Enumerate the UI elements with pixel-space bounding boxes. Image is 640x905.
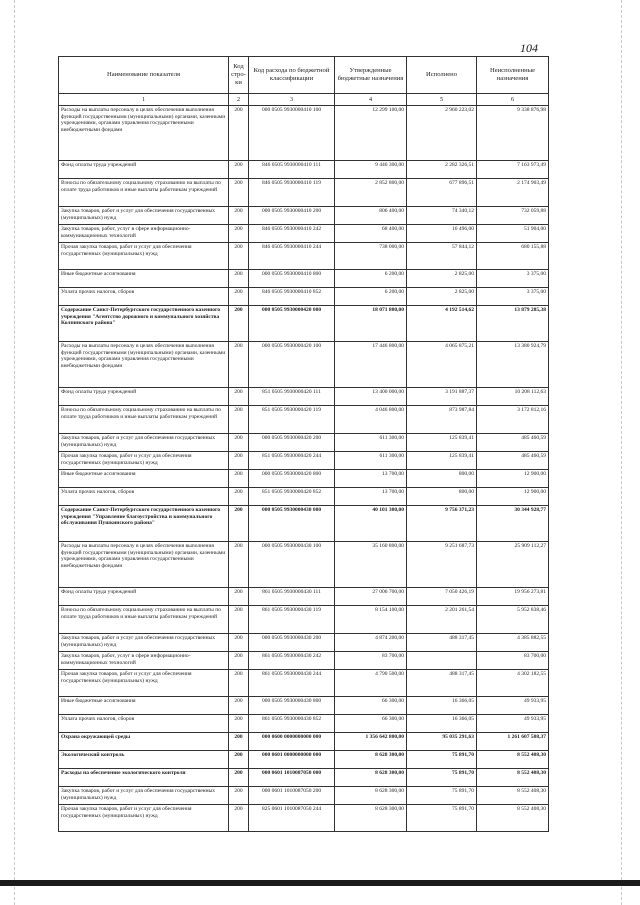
scan-edge-line — [14, 0, 16, 905]
row-executed-amount: 9 756 371,23 — [407, 506, 477, 542]
row-budget-code: 000 0505 9930000420 800 — [249, 470, 335, 488]
row-indicator-name: Уплата прочих налогов, сборов — [59, 715, 229, 733]
row-executed-amount: 2 201 261,54 — [407, 606, 477, 634]
table-row — [59, 697, 549, 715]
bottom-scan-border — [0, 880, 640, 886]
table-row — [59, 652, 549, 670]
row-budget-code: 000 0505 9930000410 800 — [249, 270, 335, 288]
table-row — [59, 542, 549, 588]
row-budget-code: 851 0505 9930000420 852 — [249, 488, 335, 506]
row-unexecuted-amount: 49 933,95 — [477, 715, 549, 733]
row-indicator-name: Расходы на обеспечение экологического контроля — [59, 769, 229, 787]
row-approved-amount: 8 628 300,00 — [335, 751, 407, 769]
row-unexecuted-amount: 5 952 838,46 — [477, 606, 549, 634]
row-line-code: 200 — [229, 452, 249, 470]
row-budget-code: 846 0505 9930000410 852 — [249, 288, 335, 306]
row-indicator-name: Закупка товаров, работ и услуг для обеспечения государственных (муниципальных) нужд — [59, 207, 229, 225]
row-approved-amount: 68 400,00 — [335, 225, 407, 243]
column-number: 4 — [335, 94, 407, 106]
row-unexecuted-amount: 8 552 408,30 — [477, 769, 549, 787]
row-unexecuted-amount: 8 552 408,30 — [477, 805, 549, 832]
row-unexecuted-amount: 19 956 273,81 — [477, 588, 549, 606]
row-approved-amount: 806 400,00 — [335, 207, 407, 225]
row-executed-amount: 2 825,00 — [407, 288, 477, 306]
table-row — [59, 606, 549, 634]
row-line-code: 200 — [229, 207, 249, 225]
row-executed-amount: 74 340,12 — [407, 207, 477, 225]
table-row — [59, 506, 549, 542]
row-budget-code: 000 0601 1010087050 200 — [249, 787, 335, 805]
row-unexecuted-amount: 3 375,00 — [477, 288, 549, 306]
row-indicator-name: Фонд оплаты труда учреждений — [59, 161, 229, 179]
page-number: 104 — [520, 41, 538, 55]
row-approved-amount: 35 160 800,00 — [335, 542, 407, 588]
row-approved-amount: 13 700,00 — [335, 488, 407, 506]
row-approved-amount: 8 628 300,00 — [335, 787, 407, 805]
row-executed-amount: 16 366,05 — [407, 715, 477, 733]
row-unexecuted-amount: 2 174 903,49 — [477, 179, 549, 207]
row-line-code: 200 — [229, 288, 249, 306]
row-approved-amount: 9 446 300,00 — [335, 161, 407, 179]
row-executed-amount: 873 987,84 — [407, 406, 477, 434]
row-executed-amount: 488 317,45 — [407, 670, 477, 697]
row-executed-amount: 16 366,05 — [407, 697, 477, 715]
row-executed-amount: 800,00 — [407, 488, 477, 506]
row-indicator-name: Иные бюджетные ассигнования — [59, 270, 229, 288]
table-row — [59, 207, 549, 225]
column-number: 5 — [407, 94, 477, 106]
row-unexecuted-amount: 49 933,95 — [477, 697, 549, 715]
row-budget-code: 851 0505 9930000420 244 — [249, 452, 335, 470]
row-indicator-name: Расходы на выплаты персоналу в целях обеспечения выполнения функций государственными (муниципальными) органами, казенными учреждениями, органами управления государственными внебюджетными фондами — [59, 542, 229, 588]
row-unexecuted-amount: 13 879 285,38 — [477, 306, 549, 342]
row-approved-amount: 66 300,00 — [335, 715, 407, 733]
table-row — [59, 452, 549, 470]
table-row — [59, 751, 549, 769]
row-indicator-name: Взносы по обязательному социальному страхованию на выплаты по оплате труда работников и иные выплаты работникам учреждений — [59, 606, 229, 634]
table-row — [59, 161, 549, 179]
row-indicator-name: Расходы на выплаты персоналу в целях обеспечения выполнения функций государственными (муниципальными) органами, казенными учреждениями, органами управления государственными внебюджетными фондами — [59, 106, 229, 161]
row-unexecuted-amount: 83 700,00 — [477, 652, 549, 670]
table-body — [59, 106, 549, 832]
row-line-code: 200 — [229, 225, 249, 243]
row-executed-amount: 7 050 426,19 — [407, 588, 477, 606]
row-executed-amount: 2 825,00 — [407, 270, 477, 288]
row-unexecuted-amount: 485 460,59 — [477, 434, 549, 452]
row-indicator-name: Содержание Санкт-Петербургского государственного казенного учреждения "Управление благоустройства и коммунального обслуживания Пушкинского района" — [59, 506, 229, 542]
row-approved-amount: 8 628 300,00 — [335, 805, 407, 832]
row-approved-amount: 13 400 000,00 — [335, 388, 407, 406]
row-executed-amount: 125 839,41 — [407, 452, 477, 470]
scan-edge-line — [621, 0, 623, 905]
header-indicator-name: Наименование показателя — [59, 57, 229, 94]
table-row — [59, 225, 549, 243]
row-unexecuted-amount: 4 302 182,55 — [477, 670, 549, 697]
budget-execution-table — [58, 56, 549, 832]
row-indicator-name: Содержание Санкт-Петербургского государственного казенного учреждения "Агентство дорожного и коммунального хозяйства Колпинского района" — [59, 306, 229, 342]
row-indicator-name: Закупка товаров, работ и услуг для обеспечения государственных (муниципальных) нужд — [59, 787, 229, 805]
row-indicator-name: Прочая закупка товаров, работ и услуг для обеспечения государственных (муниципальных) нужд — [59, 805, 229, 832]
row-line-code: 200 — [229, 434, 249, 452]
row-budget-code: 000 0505 9930000430 800 — [249, 697, 335, 715]
row-unexecuted-amount: 10 208 112,63 — [477, 388, 549, 406]
table-header-row — [59, 57, 549, 94]
row-unexecuted-amount: 3 172 812,16 — [477, 406, 549, 434]
table-row — [59, 588, 549, 606]
row-executed-amount: 57 844,12 — [407, 243, 477, 270]
row-budget-code: 000 0601 0000000000 000 — [249, 751, 335, 769]
header-budget-classification-code: Код расхода по бюджетной классификации — [249, 57, 335, 94]
row-budget-code: 861 0505 9930000430 119 — [249, 606, 335, 634]
row-budget-code: 000 0505 9930000430 000 — [249, 506, 335, 542]
row-line-code: 200 — [229, 506, 249, 542]
row-unexecuted-amount: 1 261 607 508,37 — [477, 733, 549, 751]
row-budget-code: 000 0505 9930000430 100 — [249, 542, 335, 588]
row-line-code: 200 — [229, 388, 249, 406]
row-executed-amount: 2 960 223,02 — [407, 106, 477, 161]
row-budget-code: 851 0505 9930000420 111 — [249, 388, 335, 406]
row-approved-amount: 611 300,00 — [335, 452, 407, 470]
row-budget-code: 861 0505 9930000430 242 — [249, 652, 335, 670]
table-row — [59, 470, 549, 488]
row-executed-amount: 4 192 514,62 — [407, 306, 477, 342]
row-approved-amount: 4 046 800,00 — [335, 406, 407, 434]
row-executed-amount: 3 191 887,37 — [407, 388, 477, 406]
row-unexecuted-amount: 7 163 973,49 — [477, 161, 549, 179]
row-budget-code: 846 0505 9930000410 119 — [249, 179, 335, 207]
row-approved-amount: 4 790 500,00 — [335, 670, 407, 697]
table-row — [59, 388, 549, 406]
row-line-code: 200 — [229, 751, 249, 769]
row-approved-amount: 17 446 800,00 — [335, 342, 407, 388]
row-executed-amount: 95 035 291,63 — [407, 733, 477, 751]
row-line-code: 200 — [229, 243, 249, 270]
row-executed-amount: 2 282 326,51 — [407, 161, 477, 179]
row-indicator-name: Закупка товаров, работ и услуг для обеспечения государственных (муниципальных) нужд — [59, 634, 229, 652]
row-indicator-name: Закупка товаров, работ, услуг в сфере информационно-коммуникационных технологий — [59, 225, 229, 243]
row-indicator-name: Прочая закупка товаров, работ и услуг для обеспечения государственных (муниципальных) нужд — [59, 452, 229, 470]
row-executed-amount: 16 496,00 — [407, 225, 477, 243]
row-unexecuted-amount: 25 909 112,27 — [477, 542, 549, 588]
row-line-code: 200 — [229, 342, 249, 388]
row-line-code: 200 — [229, 488, 249, 506]
row-indicator-name: Иные бюджетные ассигнования — [59, 697, 229, 715]
row-budget-code: 000 0601 1010087050 000 — [249, 769, 335, 787]
row-budget-code: 000 0505 9930000420 200 — [249, 434, 335, 452]
row-approved-amount: 611 300,00 — [335, 434, 407, 452]
column-number: 6 — [477, 94, 549, 106]
row-budget-code: 000 0505 9930000430 200 — [249, 634, 335, 652]
row-indicator-name: Взносы по обязательному социальному страхованию на выплаты по оплате труда работников и иные выплаты работникам учреждений — [59, 179, 229, 207]
row-unexecuted-amount: 12 900,00 — [477, 488, 549, 506]
row-unexecuted-amount: 9 338 876,98 — [477, 106, 549, 161]
row-indicator-name: Фонд оплаты труда учреждений — [59, 388, 229, 406]
row-approved-amount: 8 154 100,00 — [335, 606, 407, 634]
row-approved-amount: 83 700,00 — [335, 652, 407, 670]
table-row — [59, 634, 549, 652]
row-budget-code: 000 0505 9930000410 100 — [249, 106, 335, 161]
row-executed-amount: 800,00 — [407, 470, 477, 488]
row-executed-amount: 9 251 687,73 — [407, 542, 477, 588]
row-line-code: 200 — [229, 697, 249, 715]
header-unexecuted-appropriations: Неисполненные назначения — [477, 57, 549, 94]
table-row — [59, 179, 549, 207]
row-line-code: 200 — [229, 179, 249, 207]
row-line-code: 200 — [229, 161, 249, 179]
row-budget-code: 846 0505 9930000410 111 — [249, 161, 335, 179]
row-budget-code: 000 0600 0000000000 000 — [249, 733, 335, 751]
row-approved-amount: 12 299 100,00 — [335, 106, 407, 161]
row-approved-amount: 27 006 700,00 — [335, 588, 407, 606]
row-line-code: 200 — [229, 715, 249, 733]
row-unexecuted-amount: 485 460,59 — [477, 452, 549, 470]
column-number: 3 — [249, 94, 335, 106]
table-row — [59, 406, 549, 434]
row-budget-code: 000 0505 9930000420 000 — [249, 306, 335, 342]
row-budget-code: 861 0505 9930000430 244 — [249, 670, 335, 697]
row-budget-code: 000 0505 9930000410 200 — [249, 207, 335, 225]
row-unexecuted-amount: 732 059,88 — [477, 207, 549, 225]
row-unexecuted-amount: 4 385 882,55 — [477, 634, 549, 652]
header-approved-appropriations: Утвержденные бюджетные назначения — [335, 57, 407, 94]
row-unexecuted-amount: 680 155,88 — [477, 243, 549, 270]
header-line-code: Код стро-ки — [229, 57, 249, 94]
row-line-code: 200 — [229, 588, 249, 606]
row-executed-amount — [407, 652, 477, 670]
row-executed-amount: 4 065 875,21 — [407, 342, 477, 388]
row-line-code: 200 — [229, 306, 249, 342]
row-unexecuted-amount: 13 380 924,79 — [477, 342, 549, 388]
row-budget-code: 861 0505 9930000430 852 — [249, 715, 335, 733]
table-row — [59, 670, 549, 697]
row-line-code: 200 — [229, 733, 249, 751]
row-unexecuted-amount: 12 900,00 — [477, 470, 549, 488]
row-budget-code: 861 0505 9930000430 111 — [249, 588, 335, 606]
row-approved-amount: 738 000,00 — [335, 243, 407, 270]
row-budget-code: 000 0505 9930000420 100 — [249, 342, 335, 388]
row-indicator-name: Охрана окружающей среды — [59, 733, 229, 751]
row-indicator-name: Уплата прочих налогов, сборов — [59, 488, 229, 506]
row-indicator-name: Расходы на выплаты персоналу в целях обеспечения выполнения функций государственными (муниципальными) органами, казенными учреждениями, органами управления государственными внебюджетными фондами — [59, 342, 229, 388]
row-approved-amount: 4 874 200,00 — [335, 634, 407, 652]
row-approved-amount: 18 071 800,00 — [335, 306, 407, 342]
table-row — [59, 288, 549, 306]
row-budget-code: 851 0505 9930000420 119 — [249, 406, 335, 434]
column-number: 2 — [229, 94, 249, 106]
header-executed: Исполнено — [407, 57, 477, 94]
table-row — [59, 306, 549, 342]
row-line-code: 200 — [229, 542, 249, 588]
column-number-row — [59, 94, 549, 106]
row-approved-amount: 8 628 300,00 — [335, 769, 407, 787]
row-line-code: 200 — [229, 769, 249, 787]
row-approved-amount: 6 200,00 — [335, 288, 407, 306]
row-line-code: 200 — [229, 787, 249, 805]
row-unexecuted-amount: 30 344 928,77 — [477, 506, 549, 542]
row-line-code: 200 — [229, 106, 249, 161]
row-executed-amount: 125 839,41 — [407, 434, 477, 452]
row-line-code: 200 — [229, 270, 249, 288]
row-approved-amount: 6 200,00 — [335, 270, 407, 288]
row-line-code: 200 — [229, 805, 249, 832]
row-executed-amount: 75 891,70 — [407, 751, 477, 769]
row-unexecuted-amount: 51 904,00 — [477, 225, 549, 243]
row-indicator-name: Закупка товаров, работ, услуг в сфере информационно-коммуникационных технологий — [59, 652, 229, 670]
row-approved-amount: 13 700,00 — [335, 470, 407, 488]
row-line-code: 200 — [229, 670, 249, 697]
row-unexecuted-amount: 3 375,00 — [477, 270, 549, 288]
table-row — [59, 769, 549, 787]
row-line-code: 200 — [229, 406, 249, 434]
table-row — [59, 805, 549, 832]
row-executed-amount: 488 317,45 — [407, 634, 477, 652]
row-executed-amount: 677 896,51 — [407, 179, 477, 207]
table-row — [59, 342, 549, 388]
table-row — [59, 488, 549, 506]
row-indicator-name: Иные бюджетные ассигнования — [59, 470, 229, 488]
row-indicator-name: Фонд оплаты труда учреждений — [59, 588, 229, 606]
row-indicator-name: Прочая закупка товаров, работ и услуг для обеспечения государственных (муниципальных) нужд — [59, 243, 229, 270]
row-executed-amount: 75 891,70 — [407, 787, 477, 805]
row-budget-code: 846 0505 9930000410 242 — [249, 225, 335, 243]
table-row — [59, 434, 549, 452]
row-budget-code: 846 0505 9930000410 244 — [249, 243, 335, 270]
table-row — [59, 270, 549, 288]
row-line-code: 200 — [229, 634, 249, 652]
row-budget-code: 825 0601 1010087050 244 — [249, 805, 335, 832]
table-row — [59, 715, 549, 733]
table-row — [59, 106, 549, 161]
row-approved-amount: 40 101 300,00 — [335, 506, 407, 542]
column-number: 1 — [59, 94, 229, 106]
row-line-code: 200 — [229, 652, 249, 670]
row-indicator-name: Взносы по обязательному социальному страхованию на выплаты по оплате труда работников и иные выплаты работникам учреждений — [59, 406, 229, 434]
row-indicator-name: Экологический контроль — [59, 751, 229, 769]
row-approved-amount: 66 300,00 — [335, 697, 407, 715]
table-row — [59, 733, 549, 751]
row-line-code: 200 — [229, 606, 249, 634]
row-executed-amount: 75 891,70 — [407, 805, 477, 832]
row-indicator-name: Прочая закупка товаров, работ и услуг для обеспечения государственных (муниципальных) нужд — [59, 670, 229, 697]
row-unexecuted-amount: 8 552 408,30 — [477, 787, 549, 805]
row-unexecuted-amount: 8 552 408,30 — [477, 751, 549, 769]
table-row — [59, 787, 549, 805]
row-approved-amount: 1 356 642 800,00 — [335, 733, 407, 751]
table-row — [59, 243, 549, 270]
row-line-code: 200 — [229, 470, 249, 488]
row-executed-amount: 75 891,70 — [407, 769, 477, 787]
row-indicator-name: Закупка товаров, работ и услуг для обеспечения государственных (муниципальных) нужд — [59, 434, 229, 452]
row-indicator-name: Уплата прочих налогов, сборов — [59, 288, 229, 306]
row-approved-amount: 2 852 800,00 — [335, 179, 407, 207]
